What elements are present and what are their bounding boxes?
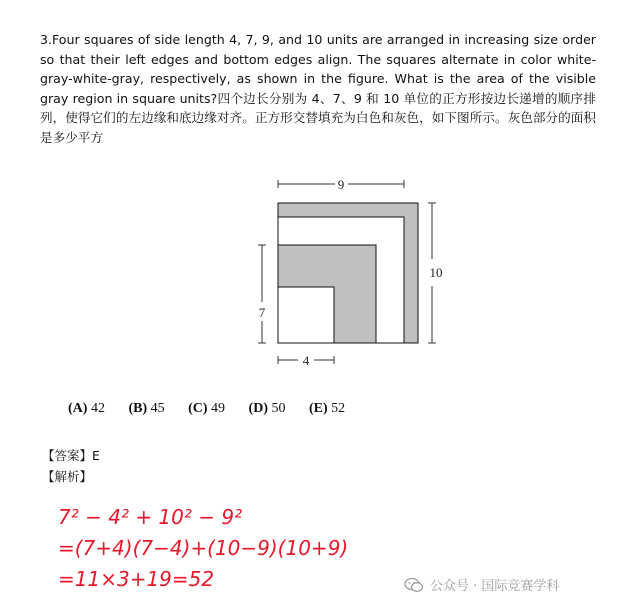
- explanation-label: 【解析】: [42, 469, 93, 484]
- answer-label: 【答案】: [42, 448, 93, 463]
- solution-line-1: 7² − 4² + 10² − 9²: [58, 505, 243, 529]
- wechat-icon: [404, 577, 424, 593]
- label-right-10: 10: [429, 265, 443, 280]
- solution-line-2: =(7+4)(7−4)+(10−9)(10+9): [58, 536, 349, 560]
- answer-row: [42, 446, 100, 464]
- handwritten-solution: [58, 500, 358, 595]
- choice-c: (C) 49: [188, 401, 226, 416]
- solution-line-3: =11×3+19=52: [58, 567, 215, 591]
- square-4-white: [278, 287, 334, 343]
- label-top-9: 9: [337, 177, 345, 192]
- choice-d: (D) 50: [248, 401, 286, 416]
- label-bottom-4: 4: [302, 353, 310, 368]
- label-left-7: 7: [258, 305, 266, 320]
- problem-text-chinese: 四个边长分别为 4、7、9 和 10 单位的正方形按边长递增的顺序排列，使得它们的左边缘和底边缘对齐。正方形交替填充为白色和灰色，如下图所示。灰色部分的面积是多少平方: [40, 90, 597, 145]
- answer-value: E: [92, 448, 100, 463]
- watermark-text: 公众号 · 国际竞赛学科: [430, 579, 560, 594]
- answer-choices: [68, 401, 365, 417]
- squares-diagram: [245, 174, 445, 374]
- choice-b: (B) 45: [128, 401, 165, 416]
- choice-a: (A) 42: [68, 401, 105, 416]
- problem-text-english: 3.Four squares of side length 4, 7, 9, and 10 units are arranged in increasing size order so that their left edges and bottom edges align. The squares alternate in color white-gray-white-gray, respectively, as shown in the figure. What is the area of the visible gray region in square units?: [40, 32, 596, 106]
- watermark: [404, 575, 559, 594]
- choice-e: (E) 52: [308, 401, 346, 416]
- squares-figure: [245, 174, 445, 378]
- problem-statement: [40, 30, 596, 147]
